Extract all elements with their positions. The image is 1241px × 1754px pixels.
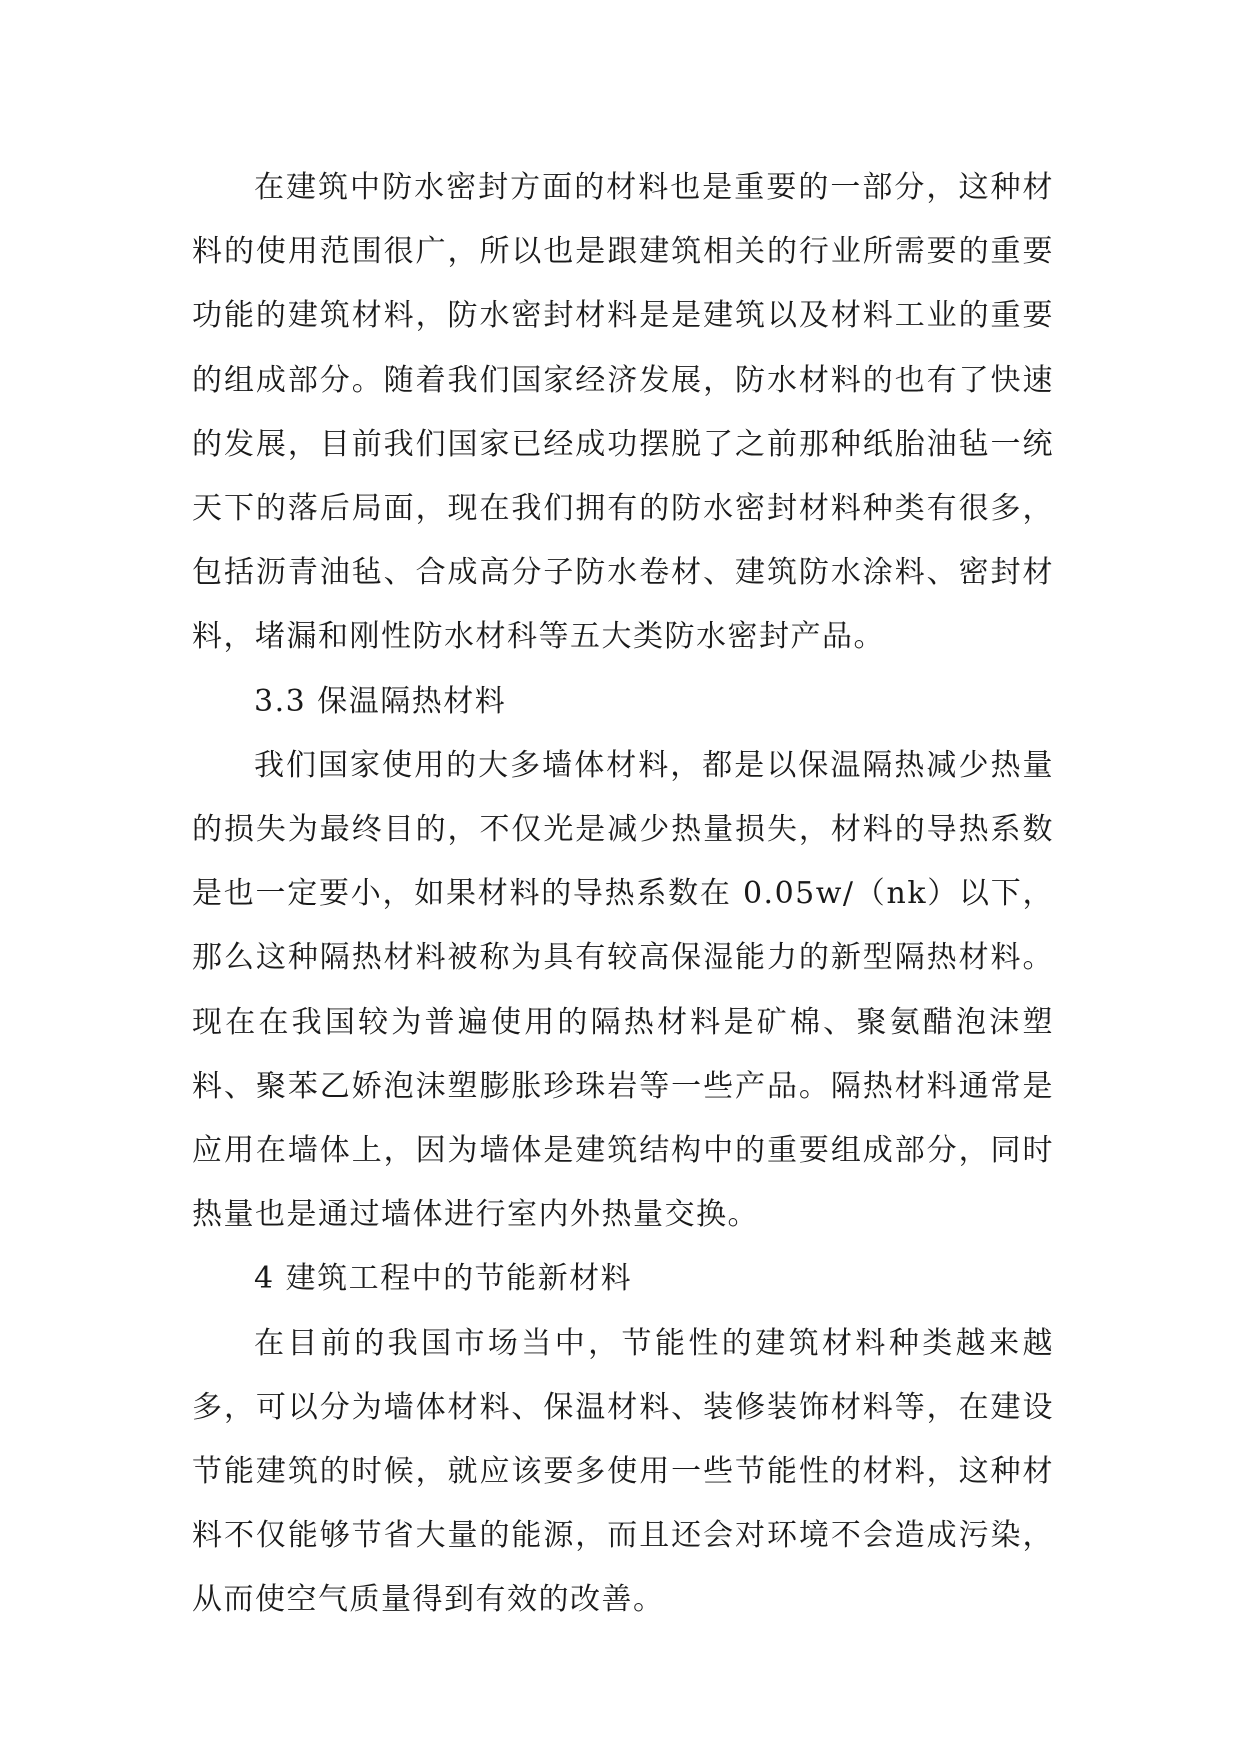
section-heading-4: 4 建筑工程中的节能新材料 [254, 1261, 633, 1297]
document-page [192, 156, 1054, 1633]
paragraph-waterproof-materials: 在建筑中防水密封方面的材料也是重要的一部分，这种材料的使用范围很广，所以也是跟建筑相关的行业所需要的重要功能的建筑材料，防水密封材料是是建筑以及材料工业的重要的组成部分。随着我们国家经济发展，防水材料的也有了快速的发展，目前我们国家已经成功摆脱了之前那种纸胎油毡一统天下的落后局面，现在我们拥有的防水密封材料种类有很多，包括沥青油毡、合成高分子防水卷材、建筑防水涂料、密封材料，堵漏和刚性防水材科等五大类防水密封产品。 [192, 170, 1054, 655]
paragraph-insulation-materials: 我们国家使用的大多墙体材料，都是以保温隔热减少热量的损失为最终目的，不仅光是减少热量损失，材料的导热系数是也一定要小，如果材料的导热系数在 0.05w/（nk）以下，那么这种隔热材料被称为具有较高保湿能力的新型隔热材料。现在在我国较为普遍使用的隔热材料是矿棉、聚氨醋泡沫塑料、聚苯乙娇泡沫塑膨胀珍珠岩等一些产品。隔热材料通常是应用在墙体上，因为墙体是建筑结构中的重要组成部分，同时热量也是通过墙体进行室内外热量交换。 [192, 747, 1054, 1233]
paragraph-energy-saving-materials: 在目前的我国市场当中，节能性的建筑材料种类越来越多，可以分为墙体材料、保温材料、装修装饰材料等，在建设节能建筑的时候，就应该要多使用一些节能性的材料，这种材料不仅能够节省大量的能源，而且还会对环境不会造成污染，从而使空气质量得到有效的改善。 [192, 1325, 1054, 1618]
section-heading-3-3: 3.3 保温隔热材料 [254, 683, 507, 719]
